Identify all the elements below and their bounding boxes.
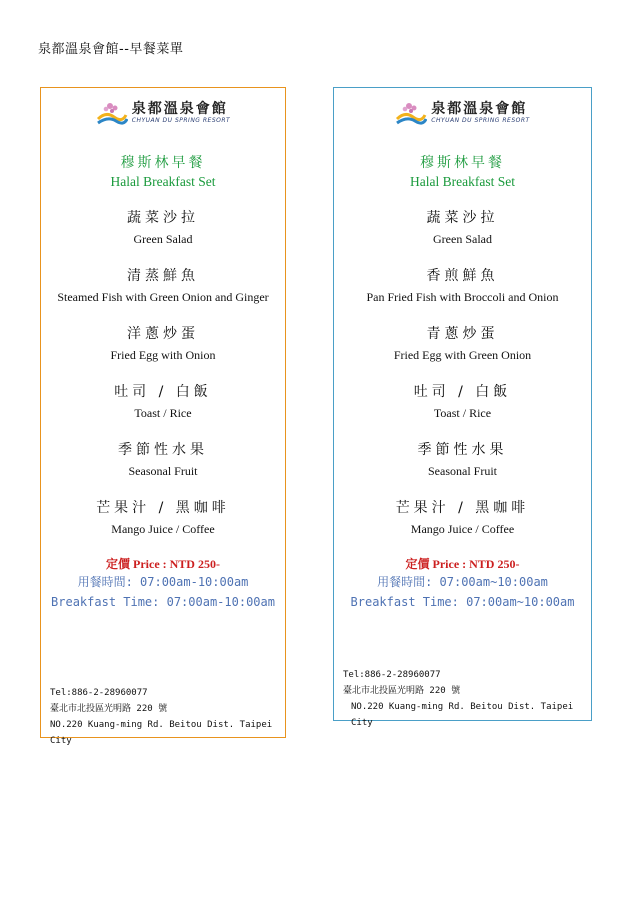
menu-item-en: Pan Fried Fish with Broccoli and Onion (366, 290, 559, 304)
address-en: NO.220 Kuang-ming Rd. Beitou Dist. Taipei City (50, 720, 273, 746)
menu-items (334, 207, 591, 539)
brand-name-en: CHYUAN DU SPRING RESORT (431, 117, 530, 124)
telephone: Tel:886-2-28960077 (50, 688, 148, 698)
menu-item-zh: 季節性水果 (417, 442, 508, 458)
address-zh: 臺北市北投區光明路 220 號 (343, 686, 461, 696)
hours-en: Breakfast Time: 07:00am~10:00am (350, 595, 575, 609)
set-name-en: Halal Breakfast Set (410, 174, 515, 189)
menu-item-zh: 洋蔥炒蛋 (127, 326, 199, 342)
menu-item (334, 381, 591, 423)
menu-item-en: Green Salad (433, 232, 492, 246)
menu-item-zh: 青蔥炒蛋 (426, 326, 499, 342)
contact-info (50, 685, 285, 749)
menu-item-zh: 芒果汁 / 黑咖啡 (395, 500, 530, 516)
menu-item-en: Seasonal Fruit (428, 464, 497, 478)
menu-item (41, 381, 285, 423)
document-title: 泉都溫泉會館--早餐菜單 (38, 42, 184, 57)
menu-item-en: Mango Juice / Coffee (111, 522, 215, 536)
menu-item-en: Seasonal Fruit (128, 464, 198, 478)
contact-info (343, 667, 591, 731)
hours-en: Breakfast Time: 07:00am-10:00am (51, 595, 275, 609)
menu-item-en: Toast / Rice (433, 406, 492, 420)
menu-item-zh: 吐司 / 白飯 (114, 384, 212, 400)
menu-card-left (40, 87, 286, 746)
price: 定價 Price : NTD 250- (405, 557, 520, 571)
address-en: NO.220 Kuang-ming Rd. Beitou Dist. Taipei City (351, 702, 574, 728)
menu-item (334, 497, 591, 539)
menu-item-en: Green Salad (133, 232, 193, 246)
menu-item-zh: 香煎鮮魚 (426, 268, 499, 284)
resort-logo-icon (96, 99, 128, 127)
menu-item (41, 265, 285, 307)
resort-logo-icon (395, 99, 427, 127)
resort-logo (334, 96, 591, 130)
menu-item-en: Steamed Fish with Green Onion and Ginger (57, 290, 269, 304)
menu-item (334, 439, 591, 481)
hours-zh: 用餐時間: 07:00am~10:00am (377, 575, 548, 589)
menu-item-zh: 吐司 / 白飯 (413, 384, 512, 400)
brand-name-zh: 泉都溫泉會館 (131, 101, 228, 117)
menu-item (334, 265, 591, 307)
menu-item-en: Mango Juice / Coffee (410, 522, 515, 536)
menu-item-en: Fried Egg with Green Onion (393, 348, 532, 362)
menu-item (334, 207, 591, 249)
menu-item (41, 323, 285, 365)
menu-item-en: Toast / Rice (134, 406, 192, 420)
menu-item-zh: 蔬菜沙拉 (426, 210, 499, 226)
resort-logo (41, 96, 285, 130)
brand-name-en: CHYUAN DU SPRING RESORT (131, 117, 231, 124)
menu-item-en: Fried Egg with Onion (110, 348, 216, 362)
brand-name-zh: 泉都溫泉會館 (431, 101, 528, 117)
menu-item (41, 439, 285, 481)
telephone: Tel:886-2-28960077 (343, 670, 441, 680)
menu-item-zh: 芒果汁 / 黑咖啡 (96, 500, 230, 516)
address-zh: 臺北市北投區光明路 220 號 (50, 704, 168, 714)
price: 定價 Price : NTD 250- (106, 557, 220, 571)
set-name-en: Halal Breakfast Set (110, 174, 216, 189)
menu-item (334, 323, 591, 365)
set-name-zh: 穆斯林早餐 (420, 155, 505, 171)
menu-card-right (333, 87, 592, 728)
menu-item-zh: 清蒸鮮魚 (127, 268, 199, 284)
menu-items (41, 207, 285, 539)
menu-item (41, 207, 285, 249)
menu-item (41, 497, 285, 539)
set-name-zh: 穆斯林早餐 (120, 155, 206, 171)
menu-item-zh: 季節性水果 (118, 442, 208, 458)
hours-zh: 用餐時間: 07:00am-10:00am (77, 575, 249, 589)
menu-item-zh: 蔬菜沙拉 (127, 210, 199, 226)
